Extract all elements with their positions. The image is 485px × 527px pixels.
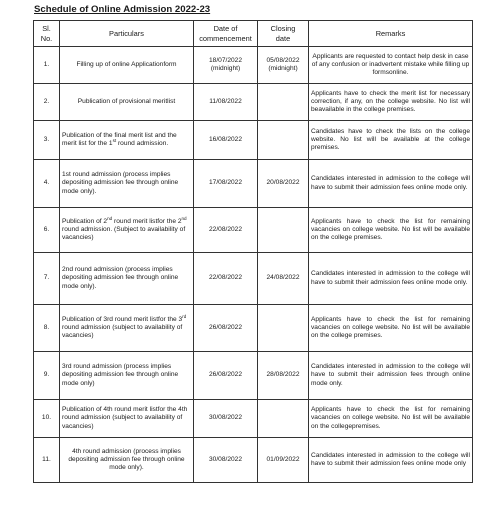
table-header-row <box>34 21 473 47</box>
row-particulars: Publication of provisional meritlist <box>60 84 194 121</box>
header-particulars: Particulars <box>60 21 194 47</box>
row-commencement-date: 22/08/2022 <box>194 253 258 305</box>
row-remarks: Applicants have to check the merit list for necessary correction, if any, on the college website. No list will beavailable in the college premises. <box>309 84 473 121</box>
row-commencement-date: 16/08/2022 <box>194 121 258 160</box>
row-commencement-date: 11/08/2022 <box>194 84 258 121</box>
row-commencement-date: 26/08/2022 <box>194 352 258 400</box>
row-remarks: Candidates interested in admission to the college will have to submit their admission fees online mode only <box>309 438 473 483</box>
row-remarks: Candidates interested in admission to the college will have to submit their admission fees online mode only. <box>309 253 473 305</box>
row-closing-date <box>258 121 309 160</box>
table-row <box>34 84 473 121</box>
row-sl-no: 9. <box>34 352 60 400</box>
header-date-of-commencement: Date of commencement <box>194 21 258 47</box>
row-closing-date: 05/08/2022 (midnight) <box>258 47 309 84</box>
row-particulars: 2nd round admission (process implies depositing admission fee through online mode only). <box>60 253 194 305</box>
header-sl-no: Sl. No. <box>34 21 60 47</box>
table-row <box>34 438 473 483</box>
table-row <box>34 352 473 400</box>
row-sl-no: 11. <box>34 438 60 483</box>
row-remarks: Applicants have to check the list for remaining vacancies on college website. No list will be available on the collegepremises. <box>309 400 473 438</box>
table-row <box>34 208 473 253</box>
row-remarks: Candidates interested in admission to the college will have to submit their admission fees through online mode only. <box>309 352 473 400</box>
row-remarks: Candidates have to check the lists on the college website. No list will be available at the college premises. <box>309 121 473 160</box>
row-particulars: Filling up of online Applicationform <box>60 47 194 84</box>
row-particulars: Publication of 2nd round merit listfor the 2nd round admission. (Subject to availability of vacancies) <box>60 208 194 253</box>
row-commencement-date: 18/07/2022 (midnight) <box>194 47 258 84</box>
row-sl-no: 8. <box>34 305 60 352</box>
page-title: Schedule of Online Admission 2022-23 <box>34 4 211 15</box>
row-closing-date: 20/08/2022 <box>258 160 309 208</box>
header-closing-date: Closing date <box>258 21 309 47</box>
row-closing-date <box>258 305 309 352</box>
row-remarks: Applicants are requested to contact help desk in case of any confusion or inadvertent mistake while filling up formsonline. <box>309 47 473 84</box>
table-row <box>34 253 473 305</box>
row-closing-date <box>258 84 309 121</box>
row-commencement-date: 26/08/2022 <box>194 305 258 352</box>
table-row <box>34 47 473 84</box>
row-sl-no: 3. <box>34 121 60 160</box>
row-sl-no: 4. <box>34 160 60 208</box>
table-row <box>34 121 473 160</box>
row-particulars: 3rd round admission (process implies depositing admission fee through online mode only) <box>60 352 194 400</box>
row-sl-no: 7. <box>34 253 60 305</box>
row-remarks: Applicants have to check the list for remaining vacancies on college website. No list will be available on the college premises. <box>309 208 473 253</box>
row-remarks: Candidates interested in admission to the college will have to submit their admission fees online mode only. <box>309 160 473 208</box>
table-row <box>34 160 473 208</box>
row-particulars: Publication of the final merit list and the merit list for the 1st round admission. <box>60 121 194 160</box>
row-particulars: 1st round admission (process implies depositing admission fee through online mode only). <box>60 160 194 208</box>
row-particulars: 4th round admission (process implies depositing admission fee through online mode only). <box>60 438 194 483</box>
row-commencement-date: 22/08/2022 <box>194 208 258 253</box>
row-sl-no: 2. <box>34 84 60 121</box>
row-closing-date <box>258 400 309 438</box>
header-remarks: Remarks <box>309 21 473 47</box>
row-closing-date: 24/08/2022 <box>258 253 309 305</box>
row-commencement-date: 30/08/2022 <box>194 400 258 438</box>
row-closing-date: 01/09/2022 <box>258 438 309 483</box>
row-sl-no: 10. <box>34 400 60 438</box>
row-closing-date: 28/08/2022 <box>258 352 309 400</box>
table-row <box>34 305 473 352</box>
row-remarks: Applicants have to check the list for remaining vacancies on college website. No list will be available on the college premises. <box>309 305 473 352</box>
admission-schedule-table <box>33 20 473 483</box>
row-commencement-date: 17/08/2022 <box>194 160 258 208</box>
row-sl-no: 1. <box>34 47 60 84</box>
table-row <box>34 400 473 438</box>
row-particulars: Publication of 3rd round merit listfor the 3rd round admission (subject to availability of vacancies) <box>60 305 194 352</box>
row-particulars: Publication of 4th round merit listfor the 4th round admission (subject to availability of vacancies) <box>60 400 194 438</box>
row-sl-no: 6. <box>34 208 60 253</box>
row-commencement-date: 30/08/2022 <box>194 438 258 483</box>
row-closing-date <box>258 208 309 253</box>
